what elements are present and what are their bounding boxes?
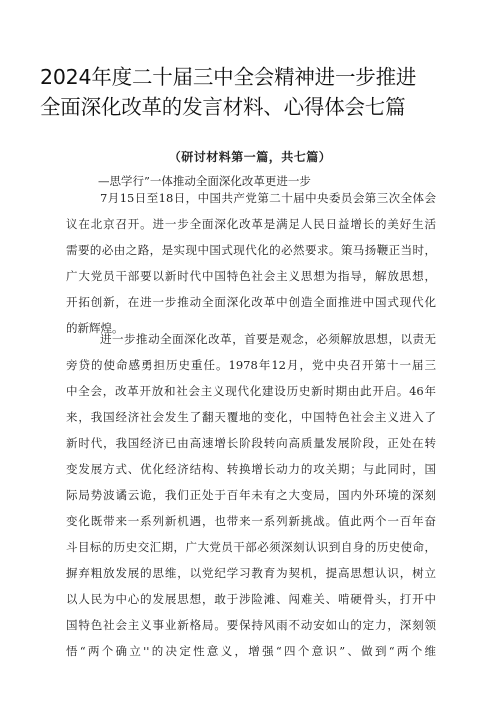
paragraph-line: 斗目标的历史交汇期，广大党员干部必须深刻认识到自身的历史使命， [66,540,436,554]
paragraph-line: 以人民为中心的发展思想，敢于涉险滩、闯难关、啃硬骨头，打开中 [66,592,436,606]
paragraph-line: 变发展方式、优化经济结构、转换增长动力的攻关期；与此同时，国 [66,462,436,476]
paragraph-line: 变化既带来一系列新机遇，也带来一系列新挑战。值此两个一百年奋 [66,514,436,528]
paragraph-line: 际局势波谲云诡，我们正处于百年未有之大变局，国内外环境的深刻 [66,488,436,502]
title-line-2: 全面深化改革的发言材料、心得体会七篇 [40,95,406,119]
paragraph-2 [66,326,436,664]
paragraph-line: 7月15日至18日，中国共产党第二十届中央委员会第三次全体会 [100,191,436,205]
document-title [40,62,460,122]
title-line-1: 2024年度二十届三中全会精神进一步推进 [40,65,417,89]
paragraph-line: 中全会，改革开放和社会主义现代化建设历史新时期由此开启。46年 [66,384,436,398]
paragraph-line: 需要的必由之路，是实现中国式现代化的必然要求。策马扬鞭正当时， [66,243,436,257]
paragraph-line: 新时代，我国经济已由高速增长阶段转向高质量发展阶段，正处在转 [66,436,436,450]
section-lead: —思学行”一体推动全面深化改革更进一步 [98,174,311,188]
paragraph-line: 广大党员干部要以新时代中国特色社会主义思想为指导，解放思想， [66,269,436,283]
paragraph-line: 摒弃粗放发展的思维，以党纪学习教育为契机，提高思想认识，树立 [66,566,436,580]
paragraph-line: 开拓创新，在进一步推动全面深化改革中创造全面推进中国式现代化 [66,295,436,309]
paragraph-line: 议在北京召开。进一步全面深化改革是满足人民日益增长的美好生活 [66,217,436,231]
document-subtitle: （研讨材料第一篇，共七篇） [168,150,332,164]
paragraph-line: 的新辉煌。 [66,321,124,335]
paragraph-line: 进一步推动全面深化改革，首要是观念，必须解放思想，以责无 [100,332,436,346]
paragraph-line: 悟“两个确立''的决定性意义，增强“四个意识”、做到“两个维 [66,644,436,658]
paragraph-1 [66,185,436,341]
paragraph-line: 国特色社会主义事业新格局。要保持风雨不动安如山的定力，深刻领 [66,618,436,632]
paragraph-line: 旁贷的使命感勇担历史重任。1978年12月，党中央召开第十一届三 [66,358,436,372]
paragraph-line: 来，我国经济社会发生了翻天覆地的变化，中国特色社会主义进入了 [66,410,436,424]
